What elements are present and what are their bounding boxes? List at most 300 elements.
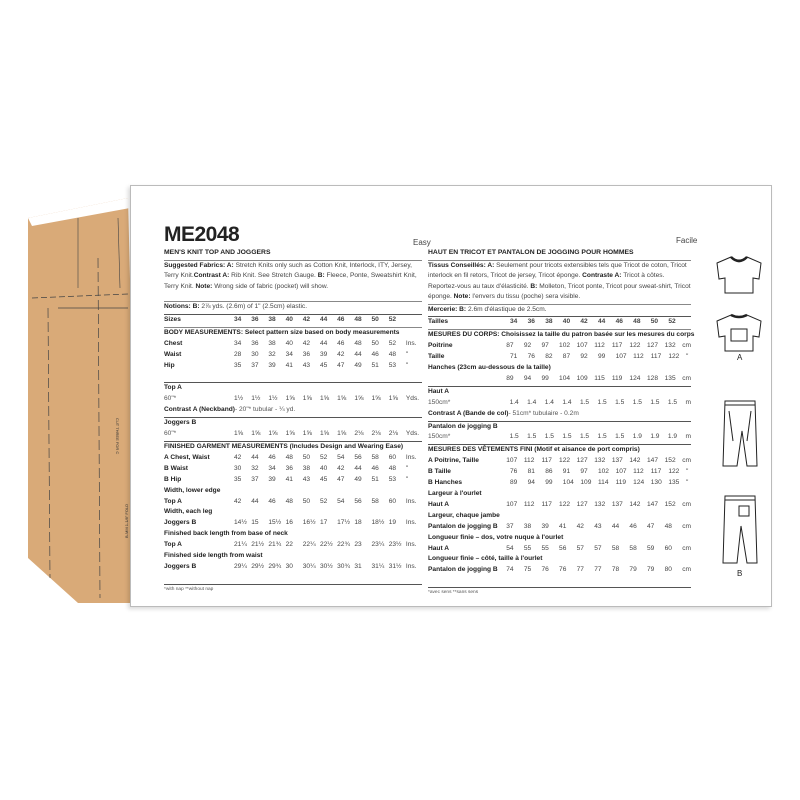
row-values xyxy=(510,432,686,443)
size-value: 38 xyxy=(523,522,532,530)
size-value: 45 xyxy=(319,475,328,483)
size-value: 50 xyxy=(302,453,311,461)
size-value: 142 xyxy=(629,457,641,465)
size-value: 50 xyxy=(650,318,659,326)
row-label: Taille xyxy=(428,353,445,361)
size-value: 114 xyxy=(597,479,609,487)
size-value: 31 xyxy=(354,562,362,570)
size-value: 15½ xyxy=(268,519,282,527)
size-value: 17½ xyxy=(337,519,350,527)
size-value: 38 xyxy=(302,464,311,472)
size-value: 28 xyxy=(234,350,242,358)
table-row xyxy=(164,562,422,573)
unit: Ins. xyxy=(405,339,417,347)
joggers-back-icon xyxy=(723,496,757,563)
fabric-suggestions xyxy=(428,261,691,303)
notions-text: 2.6m d'élastique de 2.5cm. xyxy=(466,305,547,313)
fabric-label: Contraste A: xyxy=(582,272,622,280)
size-value: 112 xyxy=(523,500,535,508)
size-value: 46 xyxy=(629,522,637,530)
size-value: 46 xyxy=(615,318,623,326)
size-value: 94 xyxy=(527,479,535,487)
table-row xyxy=(428,352,691,363)
size-value: 17 xyxy=(319,519,328,527)
table-row xyxy=(428,422,691,433)
size-value: 115 xyxy=(594,374,605,382)
size-value: 1.4 xyxy=(509,398,519,406)
row-label: Joggers B xyxy=(164,562,197,570)
row-label: Contrast A (Neckband) xyxy=(164,406,235,414)
size-value: 60 xyxy=(664,544,672,552)
size-value: 40 xyxy=(285,315,293,323)
size-value: 53 xyxy=(388,361,397,369)
size-value: 50 xyxy=(302,497,311,505)
size-value: 86 xyxy=(545,468,553,476)
table-row xyxy=(164,339,422,350)
pattern-number: ME2048 xyxy=(164,223,240,246)
unit: " xyxy=(405,361,409,369)
size-value: 107 xyxy=(615,353,627,361)
size-value: 54 xyxy=(337,497,345,505)
size-value: 94 xyxy=(523,374,532,382)
row-label: B Waist xyxy=(164,464,188,472)
row-values xyxy=(510,478,689,489)
size-value: 56 xyxy=(559,544,567,552)
size-value: 1.5 xyxy=(650,398,660,406)
row-label: Sizes xyxy=(164,315,181,323)
size-value: 1.5 xyxy=(544,433,554,441)
table-row xyxy=(428,409,691,420)
size-value: 53 xyxy=(388,475,397,483)
table-row xyxy=(428,544,691,555)
size-value: 122 xyxy=(668,353,680,361)
size-value: 87 xyxy=(506,342,514,350)
size-value: 58 xyxy=(629,544,637,552)
size-value: 34 xyxy=(268,464,276,472)
size-value: 57 xyxy=(576,544,584,552)
size-value: 22 xyxy=(285,541,293,549)
size-value: 36 xyxy=(251,339,259,347)
row-label: 60"* xyxy=(164,395,177,403)
table-row xyxy=(428,511,691,522)
size-value: 107 xyxy=(506,500,518,508)
size-value: 75 xyxy=(523,566,532,574)
size-value: 1.4 xyxy=(562,398,572,406)
envelope-back xyxy=(130,185,772,607)
unit: Ins. xyxy=(405,541,417,549)
size-value: 54 xyxy=(506,544,514,552)
size-value: 128 xyxy=(647,374,659,382)
unit: Yds. xyxy=(405,395,420,403)
row-values xyxy=(506,565,682,576)
table-row xyxy=(164,315,422,326)
fabric-label: Contrast A: xyxy=(193,272,230,280)
row-values xyxy=(234,315,406,326)
row-values xyxy=(506,456,682,467)
size-value: 48 xyxy=(285,497,293,505)
size-value: 1⅝ xyxy=(251,430,261,438)
unit: cm xyxy=(682,374,691,382)
table-row xyxy=(428,533,691,544)
row-values xyxy=(506,522,682,533)
size-value: 23 xyxy=(354,541,362,549)
fabric-text: Tricot à côtes. Reportez-vous au taux d'élasticité. xyxy=(428,272,665,290)
size-value: 44 xyxy=(319,339,328,347)
size-value: 48 xyxy=(664,522,672,530)
size-value: 112 xyxy=(594,342,605,350)
unit: m xyxy=(685,433,691,441)
row-heading: Hanches (23cm au-dessous de la taille) xyxy=(428,364,551,372)
row-label: Joggers B xyxy=(164,519,197,527)
size-value: 1.4 xyxy=(527,398,537,406)
size-value: 109 xyxy=(580,479,592,487)
size-value: 107 xyxy=(506,457,518,465)
size-value: 147 xyxy=(647,500,659,508)
row-label: Chest xyxy=(164,339,183,347)
size-value: 60 xyxy=(388,497,397,505)
size-value: 132 xyxy=(594,500,606,508)
footnote: *with nap **without nap xyxy=(164,586,214,592)
size-value: 44 xyxy=(251,453,259,461)
size-value: 52 xyxy=(319,497,328,505)
size-value: 89 xyxy=(510,479,518,487)
table-row xyxy=(428,374,691,385)
row-label: Hip xyxy=(164,361,175,369)
table-row xyxy=(164,453,422,464)
difficulty-level: Easy xyxy=(413,238,431,247)
unit: cm xyxy=(682,457,691,465)
size-value: 49 xyxy=(354,361,362,369)
size-value: 14½ xyxy=(234,519,247,527)
table-row xyxy=(428,432,691,443)
size-value: 58 xyxy=(611,544,620,552)
table-row xyxy=(164,475,422,486)
size-value: 44 xyxy=(611,522,620,530)
size-value: 42 xyxy=(337,464,345,472)
size-value: 39 xyxy=(541,522,549,530)
table-row xyxy=(428,467,691,478)
notions xyxy=(428,305,691,316)
size-value: 89 xyxy=(506,374,514,382)
row-label: Contrast A (Bande de col) xyxy=(428,409,509,417)
size-value: 132 xyxy=(664,342,676,350)
unit: " xyxy=(405,475,409,483)
size-value: 34 xyxy=(234,315,242,323)
table-row xyxy=(164,497,422,508)
size-value: 35 xyxy=(234,475,242,483)
size-value: 119 xyxy=(615,479,627,487)
size-value: 122 xyxy=(559,500,571,508)
size-value: 35 xyxy=(234,361,242,369)
size-value: 30¾ xyxy=(337,562,350,570)
size-value: 42 xyxy=(302,315,311,323)
size-value: 46 xyxy=(337,339,345,347)
row-label: B Taille xyxy=(428,468,451,476)
size-value: 71 xyxy=(510,353,518,361)
size-value: 1⅝ xyxy=(319,395,330,403)
size-value: 40 xyxy=(285,339,293,347)
size-value: 91 xyxy=(562,468,571,476)
row-label: Top A xyxy=(164,541,182,549)
row-values xyxy=(506,544,682,555)
size-value: 42 xyxy=(234,497,242,505)
size-value: 107 xyxy=(615,468,627,476)
unit: Yds. xyxy=(405,430,420,438)
size-value: 102 xyxy=(559,342,571,350)
spacer xyxy=(164,292,422,300)
size-value: 51 xyxy=(371,361,379,369)
row-label: A Chest, Waist xyxy=(164,453,210,461)
size-value: 60 xyxy=(388,453,397,461)
size-value: 78 xyxy=(611,566,620,574)
row-values xyxy=(234,497,406,508)
size-value: 2⅛ xyxy=(371,430,381,438)
size-value: 112 xyxy=(633,468,644,476)
size-value: 52 xyxy=(668,318,676,326)
unit: " xyxy=(405,350,409,358)
row-values xyxy=(506,374,682,385)
notions xyxy=(164,302,422,313)
size-value: 92 xyxy=(523,342,532,350)
size-value: 46 xyxy=(371,464,379,472)
size-value: 1.5 xyxy=(562,433,572,441)
size-value: 39 xyxy=(268,361,276,369)
fabric-text: Molleton, Tricot ponte, Tricot pour sweat-shirt, Tricot éponge. xyxy=(428,282,691,301)
size-value: 1.5 xyxy=(579,433,590,441)
size-value: 117 xyxy=(541,500,552,508)
row-values xyxy=(234,361,409,372)
row-heading: Width, each leg xyxy=(164,508,213,516)
size-value: 1⅝ xyxy=(337,430,347,438)
size-value: 52 xyxy=(388,315,397,323)
garment-sketches xyxy=(709,251,769,591)
row-heading: MESURES DU CORPS: Choisissez la taille du patron basée sur les mesures du corps xyxy=(428,331,695,339)
row-heading: Finished back length from base of neck xyxy=(164,530,288,538)
size-value: 1⅝ xyxy=(234,430,244,438)
size-value: 36 xyxy=(527,318,535,326)
row-heading: MESURES DES VÊTEMENTS FINI (Motif et aisance de port compris) xyxy=(428,446,640,454)
unit: cm xyxy=(682,342,691,350)
fabric-text: Fleece, Ponte, Sweatshirt Knit, Terry Knit. xyxy=(164,272,417,290)
row-label: 150cm* xyxy=(428,398,451,406)
row-values xyxy=(234,518,406,529)
size-value: 22¾ xyxy=(337,541,350,549)
size-value: 80 xyxy=(664,566,672,574)
size-value: 1.5 xyxy=(597,433,607,441)
size-value: 32 xyxy=(251,464,259,472)
fabric-text: l'envers du tissu (poche) sera visible. xyxy=(470,293,581,301)
view-label-a: A xyxy=(737,353,743,362)
row-heading: Joggers B xyxy=(164,419,197,427)
row-label: Haut A xyxy=(428,500,450,508)
size-value: 82 xyxy=(545,353,553,361)
row-values xyxy=(234,429,406,440)
size-value: 1⅝ xyxy=(268,430,278,438)
row-label: Top A xyxy=(164,497,182,505)
size-value: 117 xyxy=(650,353,662,361)
size-value: 44 xyxy=(354,350,362,358)
size-value: 55 xyxy=(523,544,532,552)
row-values xyxy=(234,464,409,475)
size-value: 76 xyxy=(510,468,518,476)
unit: " xyxy=(405,464,409,472)
size-value: 42 xyxy=(580,318,588,326)
size-value: 104 xyxy=(559,374,571,382)
size-value: 79 xyxy=(647,566,655,574)
size-value: 52 xyxy=(319,453,328,461)
table-row xyxy=(164,405,422,416)
size-value: 76 xyxy=(527,353,535,361)
size-value: 21¼ xyxy=(234,541,247,549)
row-values xyxy=(510,317,686,328)
size-value: 41 xyxy=(559,522,567,530)
size-value: 34 xyxy=(234,339,242,347)
row-label: Pantalon de jogging B xyxy=(428,566,498,574)
spacer xyxy=(164,371,422,381)
top-front-icon xyxy=(717,257,761,293)
row-label: Poitrine xyxy=(428,342,453,350)
tissue-mark: CUT THREE FOR C xyxy=(115,418,120,455)
table-row xyxy=(164,551,422,562)
size-value: 18 xyxy=(354,519,362,527)
row-values xyxy=(234,475,409,486)
size-value: 40 xyxy=(319,464,328,472)
size-value: 77 xyxy=(594,566,602,574)
size-value: 1½ xyxy=(268,395,278,403)
row-values xyxy=(234,540,406,551)
size-value: 79 xyxy=(629,566,637,574)
table-row xyxy=(428,554,691,565)
top-back-icon xyxy=(717,315,761,351)
size-value: 45 xyxy=(319,361,328,369)
table-row xyxy=(164,540,422,551)
row-heading: Haut A xyxy=(428,387,450,395)
size-value: 1⅝ xyxy=(337,395,347,403)
table-row xyxy=(164,529,422,540)
row-heading: Top A xyxy=(164,384,182,392)
size-value: 36 xyxy=(302,350,311,358)
table-row xyxy=(428,522,691,533)
size-value: 99 xyxy=(545,479,553,487)
size-value: 56 xyxy=(354,453,362,461)
size-value: 56 xyxy=(354,497,362,505)
table-row xyxy=(428,500,691,511)
table-row xyxy=(164,350,422,361)
table-row xyxy=(428,330,695,341)
size-value: 46 xyxy=(337,315,345,323)
fabric-label: Note: xyxy=(195,282,213,290)
size-value: 50 xyxy=(371,339,379,347)
size-value: 44 xyxy=(354,464,362,472)
size-value: 47 xyxy=(337,361,345,369)
size-value: 117 xyxy=(611,342,623,350)
size-value: 30 xyxy=(251,350,259,358)
size-value: 147 xyxy=(647,457,659,465)
size-value: 1⅝ xyxy=(319,430,330,438)
size-value: 58 xyxy=(371,497,379,505)
table-row xyxy=(428,478,691,489)
size-value: 29½ xyxy=(251,562,265,570)
size-value: 55 xyxy=(541,544,549,552)
size-value: 135 xyxy=(664,374,676,382)
size-value: 30¼ xyxy=(302,562,316,570)
size-value: 112 xyxy=(523,457,535,465)
row-values xyxy=(506,341,682,352)
size-value: 32 xyxy=(268,350,276,358)
unit: Ins. xyxy=(405,519,417,527)
row-label: Waist xyxy=(164,350,182,358)
size-value: 127 xyxy=(576,500,588,508)
size-value: 34 xyxy=(510,318,518,326)
size-value: 1⅝ xyxy=(302,430,312,438)
size-value: 38 xyxy=(268,339,276,347)
size-value: 31½ xyxy=(388,562,402,570)
table-row xyxy=(428,445,691,456)
size-value: 1.5 xyxy=(615,433,625,441)
size-value: 122 xyxy=(668,468,680,476)
size-value: 37 xyxy=(506,522,514,530)
size-value: 99 xyxy=(541,374,549,382)
size-value: 99 xyxy=(597,353,606,361)
size-value: 38 xyxy=(268,315,276,323)
size-value: 117 xyxy=(541,457,552,465)
size-value: 48 xyxy=(285,453,293,461)
unit: cm xyxy=(682,522,691,530)
row-values xyxy=(506,500,682,511)
size-value: 42 xyxy=(234,453,242,461)
size-value: 29¼ xyxy=(234,562,247,570)
unit: Ins. xyxy=(405,453,417,461)
size-value: 97 xyxy=(541,342,549,350)
size-value: 50 xyxy=(371,315,379,323)
notions-label: Mercerie: B: xyxy=(428,305,467,313)
size-value: 34 xyxy=(285,350,293,358)
size-value: 42 xyxy=(302,339,311,347)
size-value: 124 xyxy=(633,479,645,487)
row-heading: BODY MEASUREMENTS: Select pattern size based on body measurements xyxy=(164,328,400,336)
size-value: 30 xyxy=(285,562,293,570)
size-value: 36 xyxy=(251,315,259,323)
joggers-front-icon xyxy=(723,401,757,466)
spacer xyxy=(164,573,422,583)
size-value: 21½ xyxy=(251,541,265,549)
size-value: 41 xyxy=(285,361,293,369)
size-value: 1⅝ xyxy=(285,395,295,403)
size-value: 152 xyxy=(664,500,676,508)
size-value: 48 xyxy=(388,464,397,472)
table-row xyxy=(164,486,422,497)
row-heading: Finished side length from waist xyxy=(164,552,263,560)
size-value: 1⅝ xyxy=(354,395,364,403)
row-heading: Largeur, chaque jambe xyxy=(428,511,500,519)
technical-drawings xyxy=(709,251,769,596)
size-value: 1.9 xyxy=(667,433,678,441)
row-heading: Pantalon de jogging B xyxy=(428,422,498,430)
row-values xyxy=(510,398,686,409)
size-value: 1½ xyxy=(234,395,244,403)
table-row xyxy=(428,398,691,409)
difficulty-level-fr: Facile xyxy=(676,236,698,245)
size-value: 76 xyxy=(559,566,567,574)
table-row xyxy=(164,507,422,518)
size-value: 37 xyxy=(251,361,259,369)
size-value: 124 xyxy=(629,374,641,382)
size-value: 58 xyxy=(371,453,379,461)
table-row xyxy=(164,328,422,339)
size-value: 41 xyxy=(285,475,293,483)
size-value: 48 xyxy=(633,318,641,326)
size-value: 1.5 xyxy=(597,398,607,406)
